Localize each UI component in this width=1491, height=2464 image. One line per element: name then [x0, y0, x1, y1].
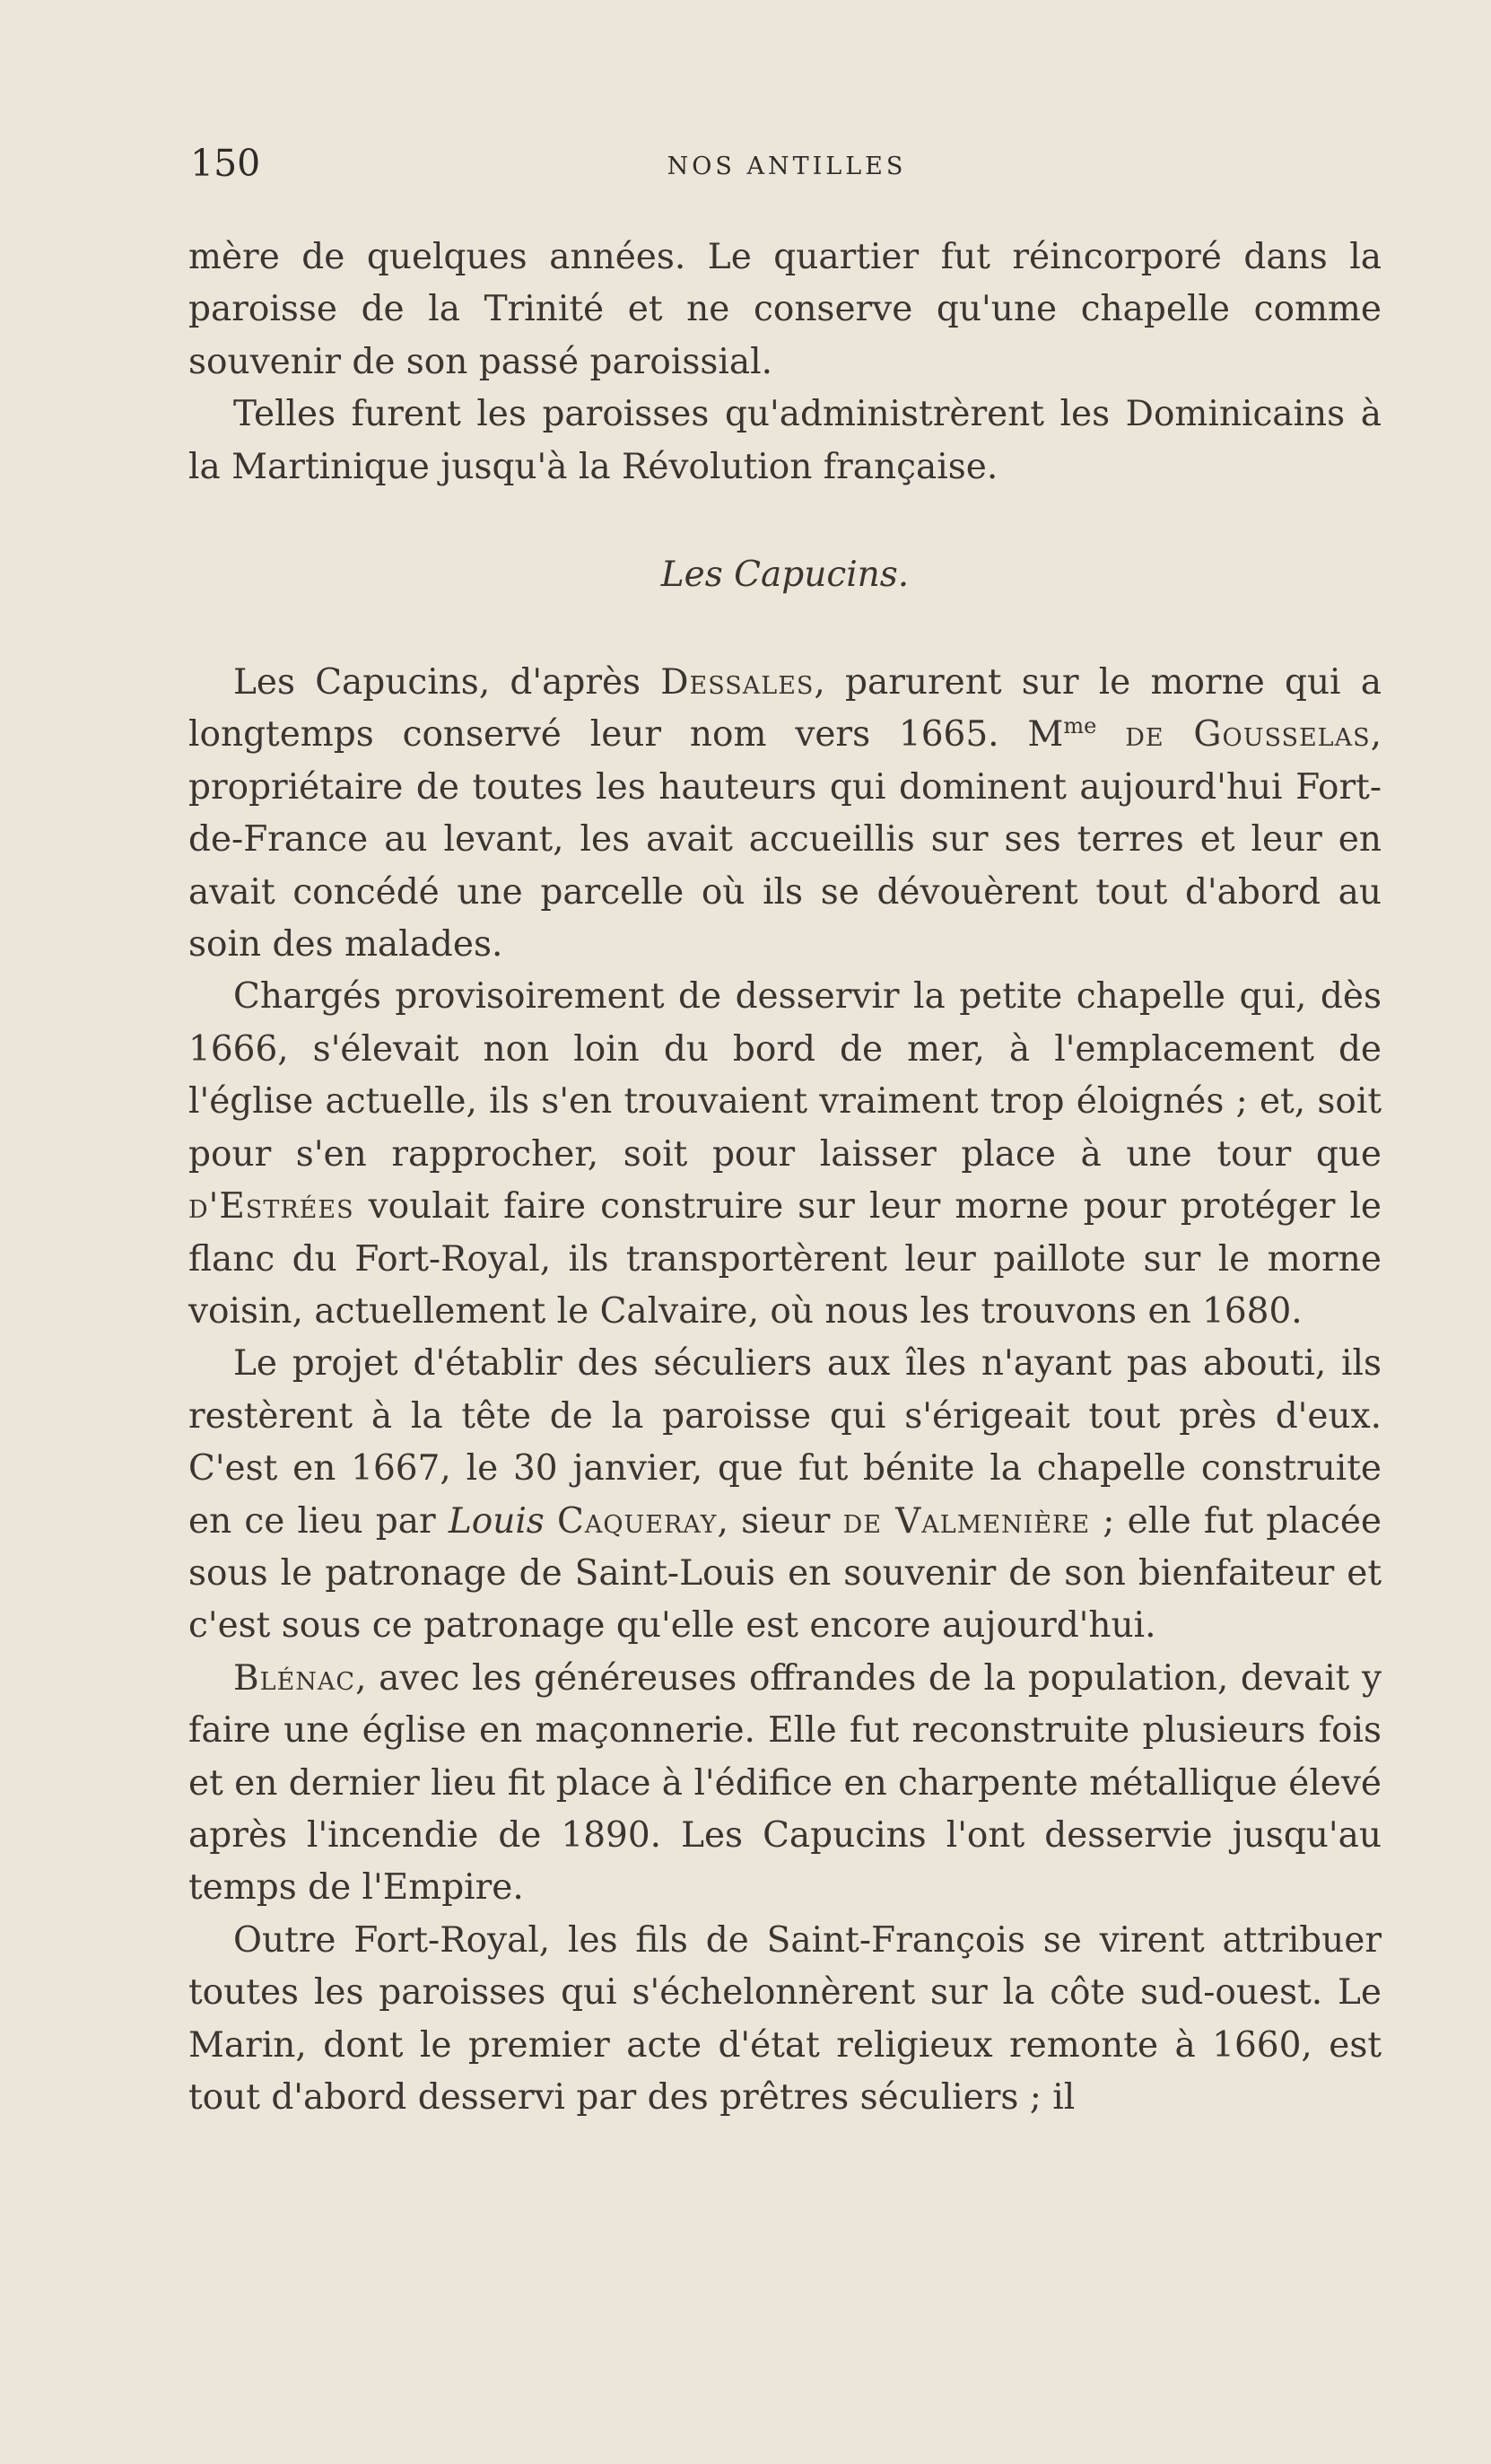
running-title: NOS ANTILLES — [667, 153, 907, 180]
page-header — [190, 142, 1383, 196]
person-name: Caqueray — [557, 1500, 718, 1542]
text-run: Chargés provisoirement de desservir la petite chapelle qui, dès 1666, s'élevait non loin du bord de mer, à l'emplacement de l'église actuelle, ils s'en trouvaient vraiment trop éloignés ; et, soit pour s'en rapprocher, soit pour laisser place à une tour que — [188, 976, 1382, 1175]
page-number: 150 — [190, 142, 261, 185]
text-run — [545, 1501, 557, 1542]
paragraph-outre-fort-royal: Outre Fort-Royal, les fils de Saint-François se virent attribuer toutes les paroisses qui s'échelonnèrent sur la côte sud-ouest. Le Marin, dont le premier acte d'état religieux remonte à 1660, est tout d'abord desservi par des prêtres séculiers ; il — [188, 1919, 1382, 2118]
paragraph-continuation: mère de quelques années. Le quartier fut réincorporé dans la paroisse de la Trinité et ne conserve qu'une chapelle comme souvenir de son passé paroissial. — [188, 237, 1382, 382]
text-run: voulait faire construire sur leur morne pour protéger le flanc du Fort-Royal, ils transportèrent leur paillote sur le morne voisin, actuellement le Calvaire, où nous les trouvons en 1680. — [188, 1186, 1382, 1332]
paragraph-projet — [188, 1338, 1382, 1652]
paragraph-chapelle — [188, 971, 1382, 1338]
paragraph-capucins-arrival — [188, 657, 1382, 971]
person-name: Blénac — [233, 1657, 356, 1699]
text-run: , propriétaire de toutes les hauteurs qui dominent aujourd'hui Fort-de-France au levant, les avait accueillis sur ses terres et leur en avait concédé une parcelle où ils se dévouèrent tout d'abord au soin des malades. — [188, 714, 1382, 966]
section-title: Les Capucins. — [660, 555, 910, 596]
text-run: , avec les généreuses offrandes de la population, devait y faire une église en maçonnerie. Elle fut reconstruite plusieurs fois et en dernier lieu fit place à l'édifice en charpente métallique élevé après l'incendie de 1890. Les Capucins l'ont desservie jusqu'au temps de l'Empire. — [188, 1657, 1382, 1909]
paragraph-blenac — [188, 1653, 1382, 1915]
text-run: , parurent sur le morne qui a longtemps conservé leur nom vers 1665. M — [188, 662, 1382, 756]
person-name: d'Estrées — [188, 1186, 354, 1228]
person-name: de Valmenière — [842, 1500, 1091, 1542]
paragraph-dominicains: Telles furent les paroisses qu'administrèrent les Dominicains à la Martinique jusqu'à la Révolution française. — [188, 394, 1382, 487]
text-run: Le projet d'établir des séculiers aux îles n'ayant pas abouti, ils restèrent à la tête de la paroisse qui s'érigeait tout près d'eux. C'est en 1667, le 30 janvier, que fut bénite la chapelle construite en ce lieu par — [188, 1343, 1382, 1542]
author-name: Dessales — [660, 662, 815, 703]
person-name: de Gousselas — [1125, 714, 1371, 756]
text-run: Les Capucins, d'après — [233, 662, 661, 703]
text-run: ; elle fut placée sous le patronage de Saint-Louis en souvenir de son bienfaiteur et c'est sous ce patronage qu'elle est encore aujourd'hui. — [188, 1500, 1382, 1647]
text-run — [1096, 714, 1125, 755]
superscript: me — [1063, 713, 1097, 739]
body-text — [188, 232, 1382, 2124]
person-name: Louis — [448, 1500, 545, 1542]
text-run: , sieur — [717, 1500, 843, 1542]
